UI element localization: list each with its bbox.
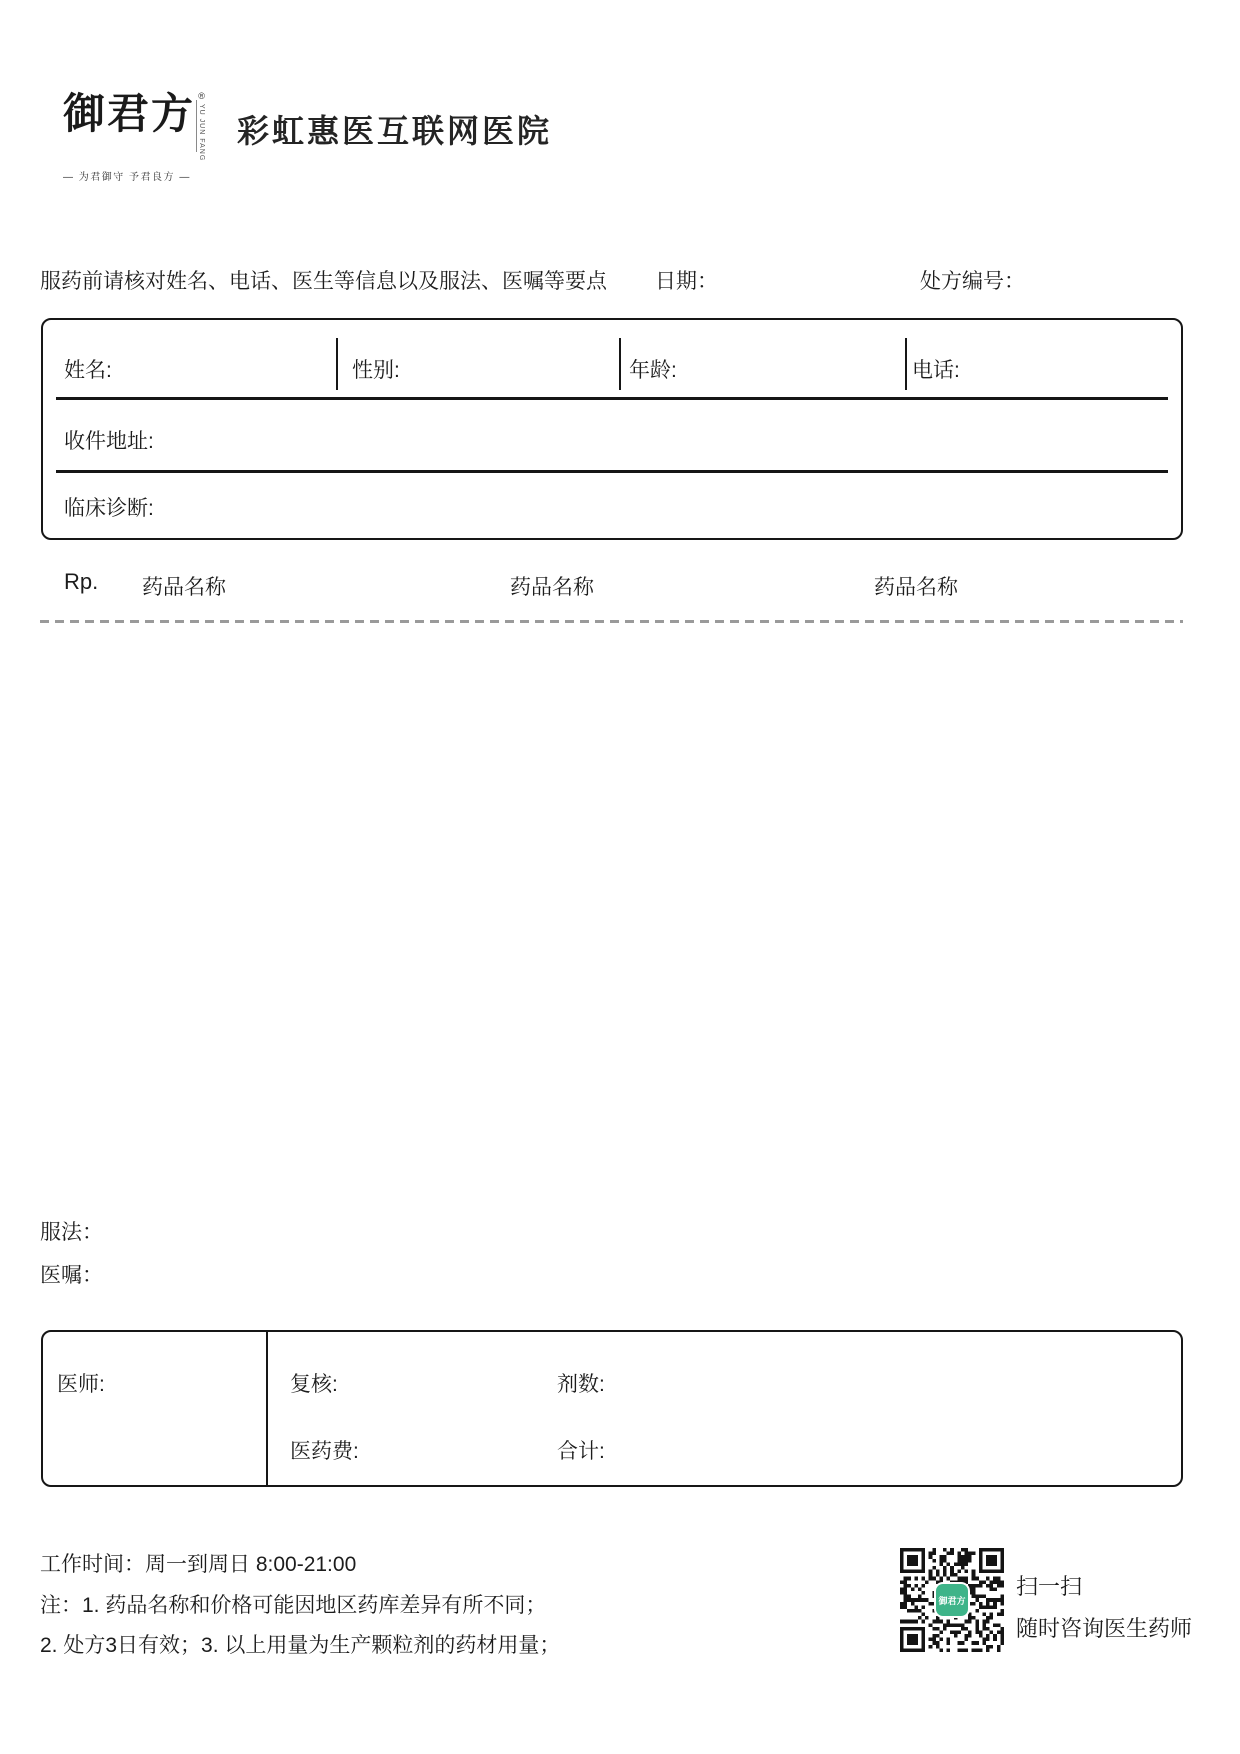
signature-box <box>41 1330 1183 1487</box>
prescription-number-label: 处方编号： <box>920 270 1025 293</box>
patient-name-label: 姓名: <box>64 359 112 382</box>
brand-logo-text: 御君方 <box>63 89 196 138</box>
signature-box-divider <box>266 1332 268 1485</box>
brand-pinyin-text: YU JUN FANG <box>198 104 206 162</box>
registered-trademark-icon: ® <box>198 91 205 101</box>
total-label: 合计: <box>557 1440 605 1463</box>
shipping-address-label: 收件地址: <box>64 430 154 453</box>
field-divider <box>905 338 907 390</box>
qr-center-logo-text: 御君方 <box>938 1595 966 1606</box>
usage-method-label: 服法： <box>40 1221 103 1244</box>
footer-note-line2: 2. 处方3日有效；3. 以上用量为生产颗粒剂的药材用量； <box>40 1634 561 1657</box>
patient-gender-label: 性别: <box>352 359 400 382</box>
field-divider <box>336 338 338 390</box>
drug-name-column-header: 药品名称 <box>142 576 226 599</box>
header-vertical-divider <box>196 100 197 152</box>
row-divider <box>56 397 1168 400</box>
scan-qr-subtitle: 随时咨询医生药师 <box>1016 1616 1193 1641</box>
brand-logo <box>63 90 205 183</box>
hospital-name-title: 彩虹惠医互联网医院 <box>237 113 553 149</box>
rp-symbol: Rp. <box>64 569 99 594</box>
reviewer-label: 复核: <box>290 1373 338 1396</box>
rp-dashed-separator <box>40 620 1183 623</box>
verification-notice: 服药前请核对姓名、电话、医生等信息以及服法、医嘱等要点 <box>40 270 607 293</box>
patient-phone-label: 电话: <box>912 359 960 382</box>
scan-qr-title: 扫一扫 <box>1016 1574 1083 1599</box>
doctor-advice-label: 医嘱： <box>40 1264 103 1287</box>
work-hours-text: 工作时间：周一到周日 8:00-21:00 <box>40 1553 357 1576</box>
doctor-label: 医师: <box>57 1373 105 1396</box>
date-label: 日期： <box>655 270 718 293</box>
drug-name-column-header: 药品名称 <box>510 576 594 599</box>
field-divider <box>619 338 621 390</box>
patient-info-box <box>41 318 1183 540</box>
drug-name-column-header: 药品名称 <box>874 576 958 599</box>
qr-code <box>900 1548 1004 1652</box>
doses-count-label: 剂数: <box>557 1373 605 1396</box>
qr-center-logo <box>936 1584 968 1616</box>
row-divider <box>56 470 1168 473</box>
medicine-fee-label: 医药费: <box>290 1440 359 1463</box>
patient-age-label: 年龄: <box>629 359 677 382</box>
clinical-diagnosis-label: 临床诊断: <box>64 497 154 520</box>
brand-tagline: — 为君御守 予君良方 — <box>63 172 191 184</box>
footer-note-line1: 注：1. 药品名称和价格可能因地区药库差异有所不同； <box>40 1594 547 1617</box>
